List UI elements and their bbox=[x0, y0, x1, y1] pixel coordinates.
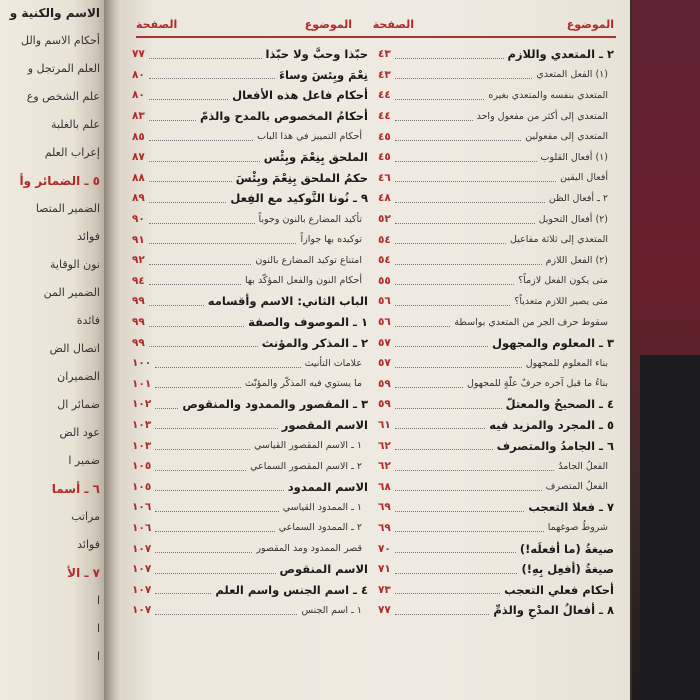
toc-entry-page: ٩٩ bbox=[132, 336, 145, 349]
toc-entry-title: ٨ ـ أفعالُ المدْحِ والذمِّ bbox=[493, 603, 614, 618]
dot-leader bbox=[149, 181, 232, 182]
toc-entry-page: ٥٢ bbox=[378, 213, 391, 226]
book-gutter bbox=[104, 0, 122, 700]
page-header bbox=[136, 18, 614, 34]
previous-page-fragment: الاسم والكنية و bbox=[9, 6, 100, 20]
toc-entry-page: ٥٧ bbox=[378, 357, 391, 370]
toc-entry bbox=[132, 559, 368, 580]
previous-page-fragment: ٦ ـ أسما bbox=[51, 482, 100, 496]
dot-leader bbox=[155, 593, 211, 594]
header-page-label-left: الصفحة bbox=[136, 18, 178, 31]
toc-entry-page: ٥٧ bbox=[378, 336, 391, 349]
toc-entry bbox=[132, 353, 368, 374]
dot-leader bbox=[155, 387, 241, 388]
toc-entry-title: توكيده بها جوازاً bbox=[300, 234, 362, 246]
toc-entry bbox=[378, 374, 614, 395]
dot-leader bbox=[155, 428, 278, 429]
toc-entry-page: ٨٨ bbox=[132, 171, 145, 184]
toc-entry bbox=[378, 85, 614, 106]
toc-entry bbox=[132, 147, 368, 168]
toc-entry-page: ١٠٧ bbox=[132, 542, 152, 555]
dot-leader bbox=[395, 490, 542, 491]
toc-entry-page: ٤٥ bbox=[378, 151, 391, 164]
toc-entry bbox=[378, 250, 614, 271]
toc-entry-title: متى يكون الفعل لازماً؟ bbox=[518, 275, 608, 287]
previous-page-fragment: اتصال الض bbox=[49, 342, 100, 355]
toc-entry bbox=[132, 65, 368, 86]
toc-entry-title: (١) الفعل المتعدي bbox=[536, 69, 608, 81]
toc-entry bbox=[378, 476, 614, 497]
toc-entry-title: ٢ ـ المذكر والمؤنث bbox=[261, 335, 368, 350]
toc-entry-page: ٤٣ bbox=[378, 68, 391, 81]
header-page-label-right: الصفحة bbox=[372, 18, 414, 31]
toc-entry-title: ٣ ـ المعلوم والمجهول bbox=[492, 335, 614, 350]
toc-entry bbox=[132, 435, 368, 456]
toc-entry bbox=[132, 600, 368, 621]
toc-entry bbox=[132, 168, 368, 189]
toc-entry-page: ٨٠ bbox=[132, 68, 145, 81]
toc-entry-page: ٨٩ bbox=[132, 192, 145, 205]
contents-page bbox=[122, 0, 630, 700]
toc-entry bbox=[132, 456, 368, 477]
previous-page-fragment: ا bbox=[96, 622, 100, 635]
previous-page-fragment: ا bbox=[96, 594, 100, 607]
toc-entry-title: حبّذا وحبَّ ولا حبّذا bbox=[265, 47, 368, 62]
dot-leader bbox=[149, 243, 297, 244]
dot-leader bbox=[149, 284, 241, 285]
previous-page-fragment: ضمائر ال bbox=[57, 398, 100, 411]
toc-entry-page: ٥٥ bbox=[378, 274, 391, 287]
dot-leader bbox=[395, 552, 516, 553]
toc-entry bbox=[378, 456, 614, 477]
toc-column-right bbox=[378, 44, 614, 621]
toc-entry-page: ٦١ bbox=[378, 418, 391, 431]
toc-entry-title: بناء المعلوم للمجهول bbox=[525, 357, 608, 369]
toc-entry-page: ١٠٠ bbox=[132, 357, 152, 370]
toc-entry-page: ٤٥ bbox=[378, 130, 391, 143]
toc-entry-title: المتعدي بنفسه والمتعدي بغيره bbox=[488, 89, 608, 101]
toc-entry-title: أحكام التمييز في هذا الباب bbox=[257, 131, 362, 143]
toc-entry-title: الفعلُ المتصرف bbox=[545, 481, 608, 493]
toc-entry-page: ٤٨ bbox=[378, 192, 391, 205]
dot-leader bbox=[395, 511, 525, 512]
toc-entry-title: صيغةُ (ما أفعلَه!) bbox=[519, 541, 614, 556]
toc-entry-title: (٢) الفعل اللازم bbox=[545, 254, 608, 266]
toc-entry-title: أحكامُ المخصوص بالمدح والذمّ bbox=[199, 109, 368, 124]
dot-leader bbox=[395, 346, 488, 347]
toc-entry-page: ٧٧ bbox=[378, 604, 391, 617]
dot-leader bbox=[395, 243, 506, 244]
toc-entry-title: الباب الثاني: الاسم وأقسامه bbox=[207, 294, 368, 309]
toc-entry-page: ٤٣ bbox=[378, 48, 391, 61]
toc-entry-page: ٨٧ bbox=[132, 151, 145, 164]
dot-leader bbox=[149, 140, 253, 141]
dot-leader bbox=[395, 223, 535, 224]
dot-leader bbox=[149, 305, 204, 306]
toc-entry bbox=[132, 497, 368, 518]
toc-entry bbox=[378, 106, 614, 127]
dot-leader bbox=[149, 58, 262, 59]
toc-entry-page: ٨٥ bbox=[132, 130, 145, 143]
toc-entry-title: علامات التأنيث bbox=[304, 357, 362, 369]
dot-leader bbox=[395, 78, 533, 79]
toc-entry-page: ٦٢ bbox=[378, 439, 391, 452]
dot-leader bbox=[395, 449, 493, 450]
toc-entry bbox=[132, 44, 368, 65]
toc-entry-page: ١٠٧ bbox=[132, 604, 152, 617]
toc-entry-page: ٩٩ bbox=[132, 295, 145, 308]
toc-entry-page: ١٠٣ bbox=[132, 418, 152, 431]
toc-entry-title: ١ ـ الموصوف والصفة bbox=[248, 315, 368, 330]
toc-entry-title: أحكام النون والفعل المؤكّد بها bbox=[245, 275, 362, 287]
toc-entry bbox=[378, 559, 614, 580]
toc-entry-title: الفعلُ الجامدُ bbox=[558, 460, 608, 472]
toc-entry-title: ٩ ـ نُونا التَّوكيد مع الفِعل bbox=[230, 191, 368, 206]
toc-entry bbox=[132, 106, 368, 127]
toc-entry-page: ١٠١ bbox=[132, 377, 152, 390]
toc-entry bbox=[132, 579, 368, 600]
toc-entry-title: امتناع توكيد المضارع بالنون bbox=[255, 254, 362, 266]
toc-entry bbox=[132, 188, 368, 209]
dot-leader bbox=[149, 202, 227, 203]
toc-entry bbox=[132, 332, 368, 353]
toc-entry-page: ٥٦ bbox=[378, 316, 391, 329]
toc-entry-title: ٢ ـ الممدود السماعي bbox=[278, 522, 362, 534]
background-cover bbox=[632, 0, 700, 700]
toc-entry-page: ٧٣ bbox=[378, 583, 391, 596]
toc-entry-page: ٨٠ bbox=[132, 89, 145, 102]
toc-entry-title: الملحق بِنِعْمَ وبِئْس bbox=[263, 150, 368, 165]
toc-entry-title: أحكام فعلي التعجب bbox=[504, 582, 614, 597]
previous-page-edge bbox=[0, 0, 104, 700]
toc-entry-title: سقوط حرف الجر من المتعدي بواسطة bbox=[454, 316, 608, 328]
toc-entry-title: ٢ ـ الاسم المقصور السماعي bbox=[250, 460, 362, 472]
dot-leader bbox=[149, 161, 260, 162]
previous-page-fragment: العلم المرتجل و bbox=[27, 62, 100, 75]
toc-entry bbox=[378, 271, 614, 292]
dot-leader bbox=[155, 552, 252, 553]
toc-entry-page: ٩٩ bbox=[132, 316, 145, 329]
toc-entry bbox=[132, 209, 368, 230]
toc-entry-page: ٨٣ bbox=[132, 110, 145, 123]
toc-entry-page: ٤٤ bbox=[378, 89, 391, 102]
previous-page-fragment: نون الوقاية bbox=[50, 258, 100, 271]
toc-entry-title: الاسم المنقوص bbox=[279, 562, 368, 577]
dot-leader bbox=[395, 593, 500, 594]
dot-leader bbox=[155, 511, 279, 512]
dot-leader bbox=[155, 490, 284, 491]
dot-leader bbox=[395, 428, 485, 429]
toc-entry-title: ١ ـ الاسم المقصور القياسي bbox=[254, 440, 362, 452]
dot-leader bbox=[395, 408, 502, 409]
dot-leader bbox=[395, 387, 463, 388]
toc-entry-title: تأكيد المضارع بالنون وجوباً bbox=[258, 213, 362, 225]
dot-leader bbox=[149, 78, 275, 79]
toc-entry-page: ٦٩ bbox=[378, 521, 391, 534]
dot-leader bbox=[155, 531, 275, 532]
toc-entry-page: ٤٦ bbox=[378, 171, 391, 184]
toc-entry-title: حكمُ الملحق بِنِعْمَ وبِئْسَ bbox=[235, 170, 368, 185]
dot-leader bbox=[149, 120, 196, 121]
toc-entry bbox=[132, 229, 368, 250]
toc-entry-title: ٢ ـ المتعدي واللازم bbox=[507, 47, 614, 62]
dot-leader bbox=[149, 223, 255, 224]
toc-entry-title: بناءُ ما قبل آخره حرفٌ علّةٍ للمجهول bbox=[466, 378, 608, 390]
toc-entry-page: ٩٢ bbox=[132, 254, 145, 267]
toc-entry-page: ٥٦ bbox=[378, 295, 391, 308]
toc-entry-page: ١٠٢ bbox=[132, 398, 152, 411]
toc-entry bbox=[378, 209, 614, 230]
toc-entry bbox=[132, 291, 368, 312]
toc-entry-title: ٤ ـ اسم الجنس واسم العلم bbox=[215, 582, 368, 597]
toc-column-left bbox=[132, 44, 368, 621]
dot-leader bbox=[395, 367, 522, 368]
toc-entry-page: ٧١ bbox=[378, 563, 391, 576]
toc-entry-page: ١٠٦ bbox=[132, 521, 152, 534]
toc-entry bbox=[378, 188, 614, 209]
dot-leader bbox=[149, 346, 258, 347]
previous-page-fragment: ا bbox=[96, 650, 100, 663]
previous-page-fragment: الضمير المتصا bbox=[35, 202, 100, 215]
toc-entry-title: المتعدي إلى أكثر من مفعول واحد bbox=[476, 110, 608, 122]
toc-entry-title: صيغةُ (أفعِل بِهِ!) bbox=[521, 562, 614, 577]
toc-entry bbox=[132, 518, 368, 539]
dot-leader bbox=[395, 140, 521, 141]
previous-page-fragment: ٧ ـ الأ bbox=[67, 566, 100, 580]
dot-leader bbox=[395, 470, 554, 471]
dot-leader bbox=[155, 614, 297, 615]
toc-entry-page: ٧٧ bbox=[132, 48, 145, 61]
dot-leader bbox=[395, 161, 537, 162]
toc-entry bbox=[378, 353, 614, 374]
dot-leader bbox=[395, 120, 473, 121]
toc-entry-page: ٩٤ bbox=[132, 274, 145, 287]
toc-entry-title: أفعال اليقين bbox=[560, 172, 608, 184]
toc-entry bbox=[378, 168, 614, 189]
toc-entry-page: ٥٤ bbox=[378, 254, 391, 267]
toc-entry-page: ٥٩ bbox=[378, 377, 391, 390]
toc-entry bbox=[378, 147, 614, 168]
toc-entry bbox=[378, 126, 614, 147]
dot-leader bbox=[395, 531, 544, 532]
dot-leader bbox=[395, 264, 542, 265]
toc-entry-title: الاسم الممدود bbox=[287, 479, 368, 494]
toc-entry-title: ١ ـ الممدود القياسي bbox=[282, 501, 362, 513]
previous-page-fragment: إعراب العلم bbox=[44, 146, 100, 159]
toc-entry-title: ٣ ـ المقصور والممدود والمنقوص bbox=[182, 397, 368, 412]
header-topic-label-right: الموضوع bbox=[566, 18, 614, 31]
toc-entry-title: ٢ ـ أفعال الظن bbox=[548, 192, 608, 204]
toc-entry-title: ما يستوي فيه المذكّر والمؤنّث bbox=[244, 378, 362, 390]
dot-leader bbox=[149, 264, 252, 265]
toc-entry bbox=[132, 250, 368, 271]
toc-entry bbox=[132, 415, 368, 436]
toc-entry bbox=[132, 476, 368, 497]
toc-entry bbox=[378, 65, 614, 86]
background-shadow bbox=[640, 355, 700, 700]
toc-entry-title: ٤ ـ الصحيحُ والمعتلّ bbox=[505, 397, 614, 412]
dot-leader bbox=[149, 99, 228, 100]
toc-entry-title: شروطُ صوغهما bbox=[547, 522, 608, 534]
dot-leader bbox=[395, 181, 556, 182]
toc-entry-page: ٩٠ bbox=[132, 213, 145, 226]
previous-page-fragment: أحكام الاسم والل bbox=[20, 34, 100, 47]
toc-entry-page: ١٠٥ bbox=[132, 460, 152, 473]
toc-entry bbox=[378, 291, 614, 312]
toc-entry bbox=[132, 271, 368, 292]
dot-leader bbox=[155, 449, 250, 450]
toc-entry-page: ٩١ bbox=[132, 233, 145, 246]
toc-entry-page: ١٠٧ bbox=[132, 583, 152, 596]
previous-page-fragment: علم الشخص وع bbox=[26, 90, 100, 103]
toc-entry-title: ٦ ـ الجامدُ والمتصرف bbox=[496, 438, 614, 453]
dot-leader bbox=[155, 408, 178, 409]
toc-entry-page: ٥٤ bbox=[378, 233, 391, 246]
dot-leader bbox=[395, 326, 450, 327]
dot-leader bbox=[395, 58, 504, 59]
dot-leader bbox=[395, 99, 485, 100]
dot-leader bbox=[155, 470, 246, 471]
dot-leader bbox=[395, 614, 490, 615]
toc-entry-title: (١) أفعال القلوب bbox=[540, 151, 608, 163]
dot-leader bbox=[395, 305, 510, 306]
dot-leader bbox=[395, 284, 514, 285]
toc-entry-title: متى يصير اللازم متعدياً؟ bbox=[514, 295, 608, 307]
toc-entry bbox=[378, 435, 614, 456]
previous-page-fragment: فائدة bbox=[76, 314, 100, 327]
toc-entry bbox=[378, 332, 614, 353]
previous-page-fragment: فوائد bbox=[77, 230, 100, 243]
previous-page-fragment: ٥ ـ الضمائر وأ bbox=[19, 174, 100, 188]
toc-entry bbox=[378, 600, 614, 621]
toc-entry-page: ١٠٥ bbox=[132, 480, 152, 493]
dot-leader bbox=[149, 326, 244, 327]
previous-page-fragment: فوائد bbox=[77, 538, 100, 551]
toc-entry-page: ١٠٦ bbox=[132, 501, 152, 514]
toc-entry bbox=[132, 126, 368, 147]
toc-entry-title: نِعْمَ وبِئسَ وساءَ bbox=[279, 67, 368, 82]
toc-entry-title: ٥ ـ المجرد والمزيد فيه bbox=[489, 417, 614, 432]
toc-entry bbox=[378, 518, 614, 539]
toc-entry bbox=[132, 394, 368, 415]
toc-entry bbox=[132, 538, 368, 559]
previous-page-fragment: ضمير ا bbox=[68, 454, 100, 467]
header-topic-label-left: الموضوع bbox=[304, 18, 352, 31]
toc-entry-page: ١٠٣ bbox=[132, 439, 152, 452]
dot-leader bbox=[155, 573, 275, 574]
previous-page-fragment: علم بالغلبة bbox=[51, 118, 100, 131]
toc-entry-page: ١٠٧ bbox=[132, 563, 152, 576]
toc-entry-page: ٦٨ bbox=[378, 480, 391, 493]
toc-entry bbox=[378, 497, 614, 518]
toc-entry bbox=[378, 579, 614, 600]
toc-entry bbox=[132, 85, 368, 106]
dot-leader bbox=[395, 202, 545, 203]
toc-entry bbox=[132, 312, 368, 333]
toc-entry-page: ٦٩ bbox=[378, 501, 391, 514]
toc-entry-page: ٤٤ bbox=[378, 110, 391, 123]
toc-entry bbox=[378, 538, 614, 559]
toc-entry-title: ٧ ـ فعلا التعجب bbox=[528, 500, 614, 515]
toc-entry bbox=[378, 312, 614, 333]
toc-entry bbox=[378, 415, 614, 436]
toc-entry bbox=[378, 44, 614, 65]
toc-entry-title: قصر الممدود ومد المقصور bbox=[256, 543, 362, 555]
previous-page-fragment: الضميران bbox=[57, 370, 100, 383]
dot-leader bbox=[155, 367, 300, 368]
toc-entry-page: ٥٩ bbox=[378, 398, 391, 411]
previous-page-fragment: عود الض bbox=[59, 426, 100, 439]
toc-entry-title: أحكام فاعل هذه الأفعال bbox=[232, 88, 368, 103]
toc-entry bbox=[132, 374, 368, 395]
dot-leader bbox=[395, 573, 518, 574]
toc-entry bbox=[378, 229, 614, 250]
toc-entry bbox=[378, 394, 614, 415]
header-rule bbox=[136, 36, 616, 38]
toc-entry-page: ٦٢ bbox=[378, 460, 391, 473]
toc-entry-title: المتعدي إلى مفعولين bbox=[525, 131, 608, 143]
toc-entry-title: (٢) أفعال التحويل bbox=[538, 213, 608, 225]
toc-entry-title: المتعدي إلى ثلاثة مفاعيل bbox=[510, 234, 608, 246]
previous-page-fragment: الضمير المن bbox=[43, 286, 100, 299]
toc-entry-title: ١ ـ اسم الجنس bbox=[301, 604, 362, 616]
previous-page-fragment: مراتب bbox=[71, 510, 100, 523]
toc-entry-page: ٧٠ bbox=[378, 542, 391, 555]
toc-entry-title: الاسم المقصور bbox=[281, 417, 368, 432]
